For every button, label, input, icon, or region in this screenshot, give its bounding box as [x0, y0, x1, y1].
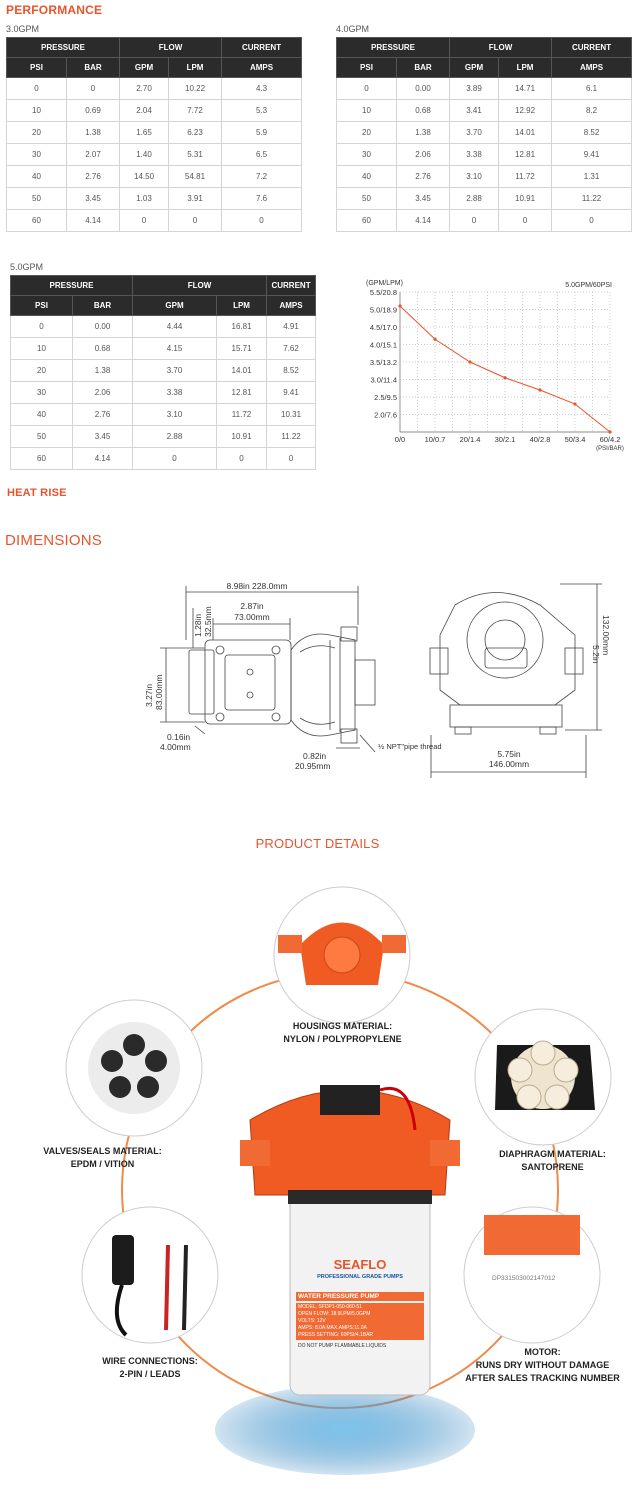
table-cell: 14.01	[217, 360, 267, 382]
chart-xtick-label: 50/3.4	[564, 435, 586, 444]
table-cell: 10.31	[267, 404, 316, 426]
header-bar: BAR	[73, 296, 133, 316]
table-cell: 8.52	[267, 360, 316, 382]
table-cell: 4.15	[133, 338, 217, 360]
table-cell: 12.81	[499, 144, 552, 166]
header-current: CURRENT	[222, 38, 302, 58]
table-cell: 60	[337, 210, 397, 232]
table-cell: 6.23	[169, 122, 222, 144]
brand-logo: SEAFLO	[333, 1257, 387, 1272]
chart-ytick-label: 3.5/13.2	[369, 358, 397, 367]
performance-title: PERFORMANCE	[6, 3, 103, 17]
dim-foot-in: 0.16in	[167, 732, 191, 742]
table-cell: 3.10	[450, 166, 499, 188]
table-cell: 5.3	[222, 100, 302, 122]
table-cell: 3.38	[133, 382, 217, 404]
table-caption-3gpm: 3.0GPM	[6, 24, 40, 34]
table-cell: 3.70	[450, 122, 499, 144]
table-cell: 2.07	[67, 144, 120, 166]
header-amps: AMPS	[267, 296, 316, 316]
header-current: CURRENT	[552, 38, 632, 58]
table-cell: 2.88	[133, 426, 217, 448]
table-cell: 7.72	[169, 100, 222, 122]
pump-inlet	[240, 1140, 270, 1166]
table-cell: 0	[552, 210, 632, 232]
dim-height-in: 3.27in	[144, 683, 154, 707]
dim-height-mm: 83.00mm	[154, 674, 164, 710]
table-cell: 12.81	[217, 382, 267, 404]
chart-xtick-label: 30/2.1	[494, 435, 516, 444]
table-cell: 4.44	[133, 316, 217, 338]
table-cell: 3.91	[169, 188, 222, 210]
header-amps: AMPS	[552, 58, 632, 78]
chart-xlabel: (PSI/BAR)	[596, 446, 624, 452]
table-cell: 0.00	[73, 316, 133, 338]
label-spec-line: AMPS: 8.0A MAX.AMPS:11.0A	[298, 1325, 367, 1331]
dim-npt: ½ NPT"pipe thread	[378, 742, 442, 751]
table-cell: 15.71	[217, 338, 267, 360]
table-cell: 5.9	[222, 122, 302, 144]
pump-outlet	[430, 1140, 460, 1166]
table-cell: 5.31	[169, 144, 222, 166]
header-flow: FLOW	[120, 38, 222, 58]
dim-inlet-length-in: 2.87in	[240, 601, 264, 611]
table-cell: 3.70	[133, 360, 217, 382]
header-flow: FLOW	[450, 38, 552, 58]
header-pressure: PRESSURE	[11, 276, 133, 296]
table-cell: 4.91	[267, 316, 316, 338]
table-cell: 0	[222, 210, 302, 232]
diaphragm-material-label: DIAPHRAGM MATERIAL: SANTOPRENE	[499, 1149, 606, 1172]
table-cell: 0	[499, 210, 552, 232]
dim-port-mm: 20.95mm	[295, 761, 331, 771]
dim-width-mm: 146.00mm	[488, 759, 530, 769]
table-cell: 1.03	[120, 188, 169, 210]
table-cell: 10.22	[169, 78, 222, 100]
table-cell: 0	[11, 316, 73, 338]
chart-ytick-label: 4.0/15.1	[369, 340, 397, 350]
header-amps: AMPS	[222, 58, 302, 78]
header-pressure: PRESSURE	[7, 38, 120, 58]
table-cell: 0.68	[397, 100, 450, 122]
table-cell: 11.72	[217, 404, 267, 426]
table-cell: 9.41	[267, 382, 316, 404]
dim-width-in: 5.75in	[497, 749, 521, 759]
dimensions-title: DIMENSIONS	[5, 532, 103, 549]
header-current: CURRENT	[267, 276, 316, 296]
header-gpm: GPM	[120, 58, 169, 78]
chart-ytick-label: 5.5/20.8	[369, 288, 397, 297]
table-cell: 7.2	[222, 166, 302, 188]
dim-top-in: 1.28in	[193, 613, 203, 637]
brand-subtitle: PROFESSIONAL GRADE PUMPS	[317, 1274, 403, 1280]
table-cell: 1.65	[120, 122, 169, 144]
table-cell: 2.06	[73, 382, 133, 404]
header-psi: PSI	[11, 296, 73, 316]
table-cell: 10.91	[499, 188, 552, 210]
table-cell: 0.68	[73, 338, 133, 360]
dim-overall-length: 8.98in 228.0mm	[226, 581, 288, 591]
table-cell: 3.45	[397, 188, 450, 210]
chart-title: 5.0GPM/60PSI	[565, 282, 612, 289]
chart-xtick-label: 60/4.2	[599, 435, 621, 444]
dim-front-h-in: 5.2in	[591, 645, 601, 664]
label-spec-line: PRESS SETTING: 60PSI/4.1BAR	[298, 1332, 374, 1338]
table-cell: 9.41	[552, 144, 632, 166]
table-cell: 0	[169, 210, 222, 232]
table-cell: 3.45	[67, 188, 120, 210]
label-specs	[296, 1303, 424, 1340]
table-cell: 8.52	[552, 122, 632, 144]
dim-top-mm: 32.5mm	[203, 606, 213, 637]
table-cell: 12.92	[499, 100, 552, 122]
table-cell: 6.1	[552, 78, 632, 100]
chart-ylabel: (GPM/LPM)	[366, 280, 403, 287]
table-cell: 0	[217, 448, 267, 470]
table-cell: 20	[7, 122, 67, 144]
pressure-switch	[320, 1085, 380, 1115]
dim-front-h-mm: 132.00mm	[601, 615, 611, 656]
table-cell: 7.6	[222, 188, 302, 210]
dim-inlet-length-mm: 73.00mm	[234, 612, 270, 622]
table-cell: 0	[67, 78, 120, 100]
table-cell: 30	[337, 144, 397, 166]
table-cell: 1.40	[120, 144, 169, 166]
table-cell: 40	[11, 404, 73, 426]
label-warning: DO NOT PUMP FLAMMABLE LIQUIDS	[298, 1343, 387, 1349]
table-cell: 2.06	[397, 144, 450, 166]
chart-xtick-label: 0/0	[394, 435, 406, 444]
motor-label: MOTOR: RUNS DRY WITHOUT DAMAGE AFTER SALES TRACKING NUMBER	[465, 1347, 620, 1383]
chart-ytick-label: 2.5/9.5	[374, 393, 397, 402]
table-cell: 10	[11, 338, 73, 360]
table-cell: 0	[120, 210, 169, 232]
table-cell: 20	[337, 122, 397, 144]
table-cell: 3.41	[450, 100, 499, 122]
table-cell: 0	[337, 78, 397, 100]
table-cell: 7.62	[267, 338, 316, 360]
heat-rise-title: HEAT RISE	[7, 487, 67, 499]
table-cell: 1.38	[67, 122, 120, 144]
dim-foot-mm: 4.00mm	[160, 742, 191, 752]
table-cell: 0	[133, 448, 217, 470]
water-splash	[215, 1385, 475, 1475]
table-cell: 2.70	[120, 78, 169, 100]
header-flow: FLOW	[133, 276, 267, 296]
header-bar: BAR	[397, 58, 450, 78]
table-cell: 6.5	[222, 144, 302, 166]
table-cell: 54.81	[169, 166, 222, 188]
table-cell: 4.14	[73, 448, 133, 470]
table-cell: 2.76	[397, 166, 450, 188]
table-cell: 60	[11, 448, 73, 470]
table-cell: 3.89	[450, 78, 499, 100]
table-cell: 20	[11, 360, 73, 382]
table-cell: 16.81	[217, 316, 267, 338]
header-psi: PSI	[7, 58, 67, 78]
table-cell: 1.38	[73, 360, 133, 382]
motor-serial: DP331503002147012	[492, 1275, 556, 1282]
table-cell: 10.91	[217, 426, 267, 448]
table-cell: 60	[7, 210, 67, 232]
header-lpm: LPM	[499, 58, 552, 78]
valves-material-label: VALVES/SEALS MATERIAL: EPDM / VITION	[43, 1146, 162, 1169]
table-cell: 3.38	[450, 144, 499, 166]
label-spec-line: OPEN FLOW: 18.9LPM/5.0GPM	[298, 1311, 371, 1317]
table-cell: 11.22	[552, 188, 632, 210]
table-cell: 2.76	[67, 166, 120, 188]
chart-xtick-label: 20/1.4	[459, 435, 481, 444]
label-spec-line: MODEL: SFDP1-050-060-51	[298, 1304, 362, 1310]
table-cell: 3.10	[133, 404, 217, 426]
label-spec-line: VOLTS: 12V	[298, 1318, 326, 1324]
wire-connections-label: WIRE CONNECTIONS: 2-PIN / LEADS	[102, 1356, 198, 1379]
table-cell: 2.88	[450, 188, 499, 210]
chart-ytick-label: 5.0/18.9	[369, 305, 397, 315]
chart-ytick-label: 3.0/11.4	[370, 375, 397, 385]
header-psi: PSI	[337, 58, 397, 78]
table-cell: 0	[267, 448, 316, 470]
table-cell: 4.3	[222, 78, 302, 100]
table-cell: 14.01	[499, 122, 552, 144]
table-cell: 11.22	[267, 426, 316, 448]
dim-port-in: 0.82in	[303, 751, 327, 761]
table-cell: 30	[7, 144, 67, 166]
header-gpm: GPM	[450, 58, 499, 78]
table-cell: 10	[7, 100, 67, 122]
table-cell: 30	[11, 382, 73, 404]
header-pressure: PRESSURE	[337, 38, 450, 58]
table-cell: 14.50	[120, 166, 169, 188]
table-cell: 4.14	[397, 210, 450, 232]
header-lpm: LPM	[217, 296, 267, 316]
table-cell: 2.04	[120, 100, 169, 122]
label-title: WATER PRESSURE PUMP	[296, 1292, 424, 1301]
table-cell: 3.45	[73, 426, 133, 448]
table-cell: 0	[7, 78, 67, 100]
header-gpm: GPM	[133, 296, 217, 316]
product-details-title: PRODUCT DETAILS	[255, 836, 380, 851]
table-caption-5gpm: 5.0GPM	[10, 262, 44, 272]
table-cell: 50	[337, 188, 397, 210]
table-cell: 50	[11, 426, 73, 448]
table-caption-4gpm: 4.0GPM	[336, 24, 370, 34]
table-cell: 2.76	[73, 404, 133, 426]
table-cell: 50	[7, 188, 67, 210]
chart-ytick-label: 2.0/7.6	[374, 410, 397, 420]
table-cell: 1.38	[397, 122, 450, 144]
chart-xtick-label: 40/2.8	[529, 435, 551, 444]
table-cell: 14.71	[499, 78, 552, 100]
table-cell: 4.14	[67, 210, 120, 232]
chart-xtick-label: 10/0.7	[424, 435, 446, 444]
housing-material-label: HOUSINGS MATERIAL: NYLON / POLYPROPYLENE	[283, 1021, 402, 1044]
table-cell: 8.2	[552, 100, 632, 122]
table-cell: 0.00	[397, 78, 450, 100]
table-cell: 40	[7, 166, 67, 188]
table-cell: 0.69	[67, 100, 120, 122]
header-bar: BAR	[67, 58, 120, 78]
chart-ytick-label: 4.5/17.0	[369, 323, 397, 332]
header-lpm: LPM	[169, 58, 222, 78]
table-cell: 10	[337, 100, 397, 122]
table-cell: 0	[450, 210, 499, 232]
table-cell: 40	[337, 166, 397, 188]
table-cell: 11.72	[499, 166, 552, 188]
table-cell: 1.31	[552, 166, 632, 188]
